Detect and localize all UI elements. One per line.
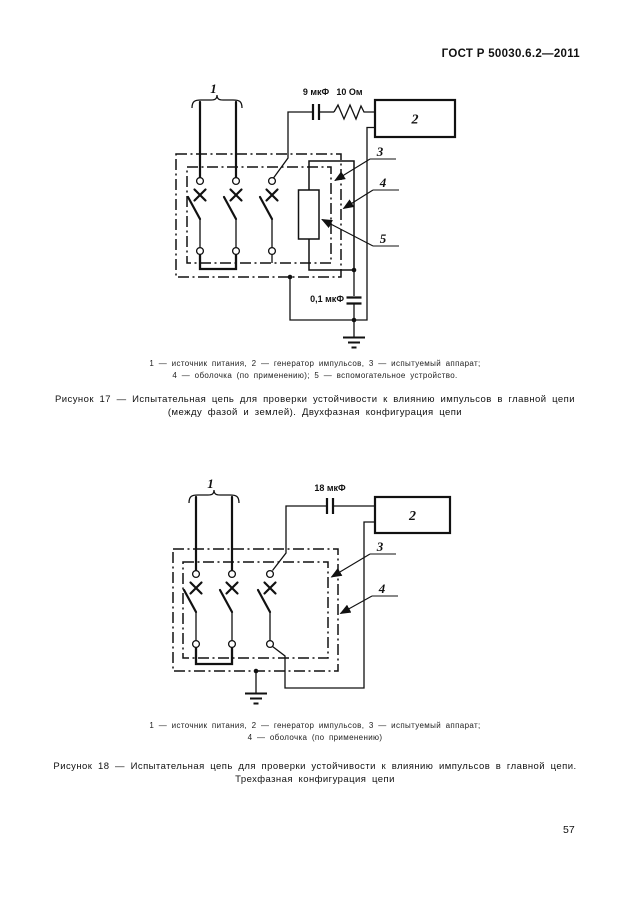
fig17-earth-capacitor <box>347 298 362 304</box>
fig17-arrow-auxiliary <box>322 220 373 247</box>
figure-17-caption <box>0 394 630 419</box>
legend-line: 4 — оболочка (по применению) <box>247 732 383 742</box>
fig18-arrow-enclosure <box>341 596 373 614</box>
fig17-label-generator: 2 <box>411 112 419 128</box>
fig18-label-generator: 2 <box>409 509 416 524</box>
fig18-label-apparatus: 3 <box>376 539 384 554</box>
fig18-pole-2 <box>220 571 238 648</box>
fig18-ground-symbol <box>245 694 267 704</box>
fig18-coupling-capacitor <box>327 498 333 514</box>
page-number: 57 <box>563 824 575 836</box>
fig17-capacitor-value: 9 мкФ <box>302 87 330 97</box>
fig17-resistor-value: 10 Ом <box>336 87 363 97</box>
fig18-label-power-source: 1 <box>207 476 214 491</box>
fig17-earth-capacitor-value: 0,1 мкФ <box>310 294 344 304</box>
fig17-label-power-source: 1 <box>210 81 217 96</box>
legend-line: 4 — оболочка (по применению); 5 — вспомогательное устройство. <box>172 370 458 380</box>
fig17-pole-1 <box>188 178 206 255</box>
fig18-label-enclosure: 4 <box>378 581 386 596</box>
fig17-pole-3 <box>260 178 278 255</box>
fig18-return-wire <box>272 522 375 688</box>
fig17-pole-2 <box>224 178 242 255</box>
caption-line: Трехфазная конфигурация цепи <box>235 773 395 785</box>
fig17-label-apparatus: 3 <box>376 144 384 159</box>
fig18-apparatus-outline <box>183 562 328 658</box>
fig17-coupling-capacitor <box>313 104 319 120</box>
figure-18-diagram <box>150 470 470 720</box>
fig17-label-auxiliary: 5 <box>379 231 387 246</box>
fig17-junction-dot <box>352 268 357 273</box>
fig17-pole-link <box>200 254 236 269</box>
fig17-arrow-enclosure <box>344 190 374 209</box>
fig18-pole-1 <box>184 571 202 648</box>
caption-line: Рисунок 17 — Испытательная цепь для проверки устойчивости к влиянию импульсов в главной цепи <box>54 394 576 405</box>
fig17-junction-dot <box>288 275 293 280</box>
caption-line: (между фазой и землей). Двухфазная конфигурация цепи <box>167 406 463 418</box>
caption-line: Рисунок 18 — Испытательная цепь для проверки устойчивости к влиянию импульсов в главной цепи. <box>53 761 577 772</box>
fig18-supply-lines <box>196 497 232 571</box>
fig18-pole-link <box>196 647 232 664</box>
fig17-coupling-wire <box>274 112 314 178</box>
legend-line: 1 — источник питания, 2 — генератор импульсов, 3 — испытуемый аппарат; <box>149 721 481 730</box>
figure-17-diagram <box>150 75 470 370</box>
fig17-auxiliary-device <box>299 190 320 239</box>
fig17-junction-dot <box>352 318 357 323</box>
figure-18-legend <box>0 720 630 743</box>
fig18-capacitor-value: 18 мкФ <box>314 483 346 493</box>
figure-17-legend <box>0 358 630 381</box>
fig18-coupling-wire <box>273 506 328 571</box>
standard-code: ГОСТ Р 50030.6.2—2011 <box>441 48 580 60</box>
fig17-ground-symbol <box>343 338 365 348</box>
figure-18-caption <box>0 761 630 786</box>
fig17-label-enclosure: 4 <box>379 175 387 190</box>
legend-line: 1 — источник питания, 2 — генератор импульсов, 3 — испытуемый аппарат; <box>149 359 481 368</box>
fig18-enclosure-outline <box>173 549 338 671</box>
fig18-pole-3 <box>258 571 276 648</box>
fig17-coupling-resistor <box>334 105 375 119</box>
